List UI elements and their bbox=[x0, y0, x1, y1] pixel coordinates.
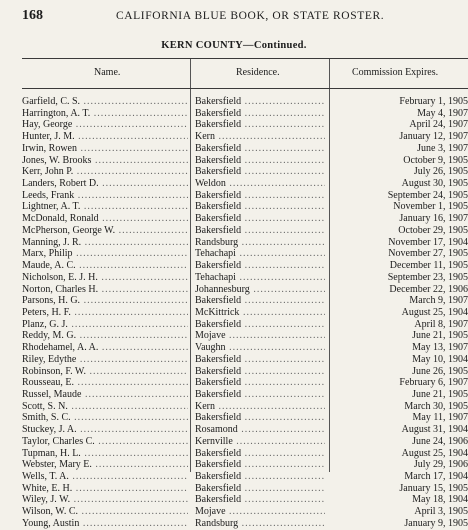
cell-name: Manning, J. R. ..... bbox=[22, 237, 188, 249]
cell-residence: Vaughn ..... bbox=[195, 342, 325, 354]
table-row bbox=[22, 96, 468, 108]
cell-residence: Bakersfield ..... bbox=[195, 190, 325, 202]
cell-commission-expires: July 29, 1906 bbox=[413, 459, 468, 471]
cell-name: Smith, S. C. ..... bbox=[22, 412, 188, 424]
table-row bbox=[22, 143, 468, 155]
cell-name: Nicholson, E. J. H. ..... bbox=[22, 272, 188, 284]
cell-residence: Bakersfield ..... bbox=[195, 201, 325, 213]
table-row bbox=[22, 448, 468, 460]
cell-name: Wilson, W. C. ..... bbox=[22, 506, 188, 518]
cell-name: Rousseau, E. ..... bbox=[22, 377, 188, 389]
table-row bbox=[22, 178, 468, 190]
cell-residence: Bakersfield ..... bbox=[195, 459, 325, 471]
cell-commission-expires: August 30, 1905 bbox=[401, 178, 468, 190]
cell-commission-expires: August 25, 1904 bbox=[401, 306, 468, 318]
cell-name: McPherson, George W. ..... bbox=[22, 225, 188, 237]
cell-commission-expires: May 11, 1907 bbox=[412, 412, 468, 424]
cell-name: Stuckey, J. A. ..... bbox=[22, 424, 188, 436]
cell-name: Russel, Maude ..... bbox=[22, 389, 188, 401]
cell-name: Norton, Charles H. ..... bbox=[22, 284, 188, 296]
cell-commission-expires: December 11, 1905 bbox=[389, 260, 468, 272]
table-row bbox=[22, 119, 468, 131]
cell-name: White, E. H. ..... bbox=[22, 483, 188, 495]
table-row bbox=[22, 284, 468, 296]
cell-name: Wiley, J. W. ..... bbox=[22, 494, 188, 506]
cell-name: Planz, G. J. ..... bbox=[22, 319, 188, 331]
table-row bbox=[22, 412, 468, 424]
cell-name: Harrington, A. T. ..... bbox=[22, 108, 188, 120]
cell-residence: Bakersfield ..... bbox=[195, 295, 325, 307]
cell-residence: Bakersfield ..... bbox=[195, 377, 325, 389]
cell-residence: Bakersfield ..... bbox=[195, 412, 325, 424]
table-row bbox=[22, 342, 468, 354]
cell-commission-expires: March 9, 1907 bbox=[409, 295, 468, 307]
cell-commission-expires: October 9, 1905 bbox=[403, 154, 468, 166]
cell-name: Peters, H. F. ..... bbox=[22, 307, 188, 319]
cell-residence: Bakersfield ..... bbox=[195, 448, 325, 460]
cell-residence: Bakersfield ..... bbox=[195, 119, 325, 131]
cell-commission-expires: January 9, 1905 bbox=[404, 517, 468, 529]
cell-residence: Bakersfield ..... bbox=[195, 225, 325, 237]
cell-residence: Bakersfield ..... bbox=[195, 166, 325, 178]
cell-commission-expires: November 27, 1905 bbox=[388, 248, 468, 260]
cell-commission-expires: June 24, 1906 bbox=[412, 435, 468, 447]
table-row bbox=[22, 506, 468, 518]
cell-residence: Tehachapi ..... bbox=[195, 272, 325, 284]
table-row bbox=[22, 319, 468, 331]
cell-residence: Bakersfield ..... bbox=[195, 213, 325, 225]
column-header-residence: Residence. bbox=[236, 67, 280, 78]
table-row bbox=[22, 436, 468, 448]
cell-name: Hunter, J. M. ..... bbox=[22, 131, 188, 143]
cell-name: Maude, A. C. ..... bbox=[22, 260, 188, 272]
section-title: KERN COUNTY—Continued. bbox=[161, 40, 307, 51]
cell-commission-expires: August 31, 1904 bbox=[401, 424, 468, 436]
cell-name: Rhodehamel, A. A. ..... bbox=[22, 342, 188, 354]
table-row bbox=[22, 354, 468, 366]
cell-name: Reddy, M. G. ..... bbox=[22, 330, 188, 342]
cell-commission-expires: July 26, 1905 bbox=[413, 166, 468, 178]
cell-commission-expires: March 17, 1904 bbox=[404, 471, 468, 482]
cell-name: Robinson, F. W. ..... bbox=[22, 366, 188, 378]
cell-commission-expires: June 21, 1905 bbox=[412, 388, 468, 400]
cell-commission-expires: November 17, 1904 bbox=[388, 236, 468, 248]
cell-commission-expires: September 23, 1905 bbox=[387, 271, 468, 283]
table-row bbox=[22, 401, 468, 413]
cell-residence: Kern ..... bbox=[195, 401, 325, 413]
table-row bbox=[22, 166, 468, 178]
cell-commission-expires: May 10, 1904 bbox=[412, 353, 468, 365]
cell-commission-expires: March 30, 1905 bbox=[404, 400, 468, 412]
cell-residence: Kern ..... bbox=[195, 131, 325, 143]
cell-commission-expires: June 3, 1907 bbox=[417, 142, 468, 154]
cell-name: Taylor, Charles C. ..... bbox=[22, 436, 188, 448]
cell-name: Webster, Mary E. ..... bbox=[22, 459, 188, 471]
cell-commission-expires: January 12, 1907 bbox=[399, 131, 468, 143]
cell-name: Marx, Philip ..... bbox=[22, 248, 188, 260]
cell-residence: Mojave ..... bbox=[195, 506, 325, 518]
cell-residence: Bakersfield ..... bbox=[195, 389, 325, 401]
table-row bbox=[22, 330, 468, 342]
page-header bbox=[22, 8, 462, 26]
table-row bbox=[22, 248, 468, 260]
table-row bbox=[22, 108, 468, 120]
table-row bbox=[22, 155, 468, 167]
table-row bbox=[22, 518, 468, 530]
table-row bbox=[22, 377, 468, 389]
table-row bbox=[22, 131, 468, 143]
cell-residence: Bakersfield ..... bbox=[195, 483, 325, 495]
cell-name: Wells, T. A. ..... bbox=[22, 471, 188, 483]
table-row bbox=[22, 272, 468, 284]
cell-residence: Bakersfield ..... bbox=[195, 155, 325, 167]
cell-residence: Mojave ..... bbox=[195, 330, 325, 342]
table-row bbox=[22, 295, 468, 307]
table-row bbox=[22, 225, 468, 237]
cell-residence: Bakersfield ..... bbox=[195, 96, 325, 108]
cell-name: Leeds, Frank ..... bbox=[22, 190, 188, 202]
cell-name: Young, Austin ..... bbox=[22, 518, 188, 530]
cell-commission-expires: May 4, 1907 bbox=[417, 107, 468, 119]
cell-commission-expires: April 8, 1907 bbox=[414, 318, 468, 330]
cell-commission-expires: June 21, 1905 bbox=[412, 330, 468, 342]
cell-commission-expires: April 3, 1905 bbox=[414, 506, 468, 518]
cell-name: Jones, W. Brooks ..... bbox=[22, 155, 188, 167]
column-header-name: Name. bbox=[94, 67, 121, 78]
cell-commission-expires: April 24, 1907 bbox=[409, 119, 468, 131]
table-body bbox=[22, 96, 468, 530]
cell-commission-expires: October 29, 1905 bbox=[398, 224, 468, 236]
cell-name: Lightner, A. T. ..... bbox=[22, 201, 188, 213]
table-row bbox=[22, 459, 468, 471]
cell-residence: Bakersfield ..... bbox=[195, 260, 325, 272]
table-row bbox=[22, 260, 468, 272]
cell-commission-expires: December 22, 1906 bbox=[389, 283, 468, 295]
cell-residence: Bakersfield ..... bbox=[195, 494, 325, 506]
cell-residence: Tehachapi ..... bbox=[195, 248, 325, 260]
table-row bbox=[22, 424, 468, 436]
cell-residence: Kernville ..... bbox=[195, 436, 325, 448]
cell-residence: Bakersfield ..... bbox=[195, 319, 325, 331]
cell-commission-expires: June 26, 1905 bbox=[412, 365, 468, 377]
table-row bbox=[22, 190, 468, 202]
cell-residence: Bakersfield ..... bbox=[195, 143, 325, 155]
cell-name: Garfield, C. S. ..... bbox=[22, 96, 188, 108]
cell-residence: Randsburg ..... bbox=[195, 518, 325, 530]
roster-table bbox=[22, 58, 468, 530]
column-header-commission-expires: Commission Expires. bbox=[352, 67, 439, 78]
cell-commission-expires: September 24, 1905 bbox=[387, 189, 468, 201]
cell-name: Hay, George ..... bbox=[22, 119, 188, 131]
table-row bbox=[22, 389, 468, 401]
cell-commission-expires: May 18, 1904 bbox=[412, 494, 468, 506]
cell-commission-expires: January 15, 1905 bbox=[399, 482, 468, 494]
cell-residence: McKittrick ..... bbox=[195, 307, 325, 319]
table-row bbox=[22, 471, 468, 483]
cell-commission-expires: February 1, 1905 bbox=[399, 96, 468, 107]
page-number: 168 bbox=[22, 8, 43, 23]
cell-commission-expires: February 6, 1907 bbox=[399, 377, 468, 389]
cell-residence: Rosamond ..... bbox=[195, 424, 325, 436]
cell-residence: Bakersfield ..... bbox=[195, 354, 325, 366]
cell-name: Kerr, John P. ..... bbox=[22, 166, 188, 178]
cell-commission-expires: August 25, 1904 bbox=[401, 447, 468, 459]
cell-commission-expires: May 13, 1907 bbox=[412, 342, 468, 354]
cell-commission-expires: November 1, 1905 bbox=[393, 201, 468, 213]
table-row bbox=[22, 237, 468, 249]
table-row bbox=[22, 201, 468, 213]
table-row bbox=[22, 494, 468, 506]
cell-residence: Johannesburg ..... bbox=[195, 284, 325, 296]
table-row bbox=[22, 366, 468, 378]
cell-residence: Randsburg ..... bbox=[195, 237, 325, 249]
cell-name: Irwin, Rowen ..... bbox=[22, 143, 188, 155]
table-row bbox=[22, 213, 468, 225]
cell-name: Landers, Robert D. ..... bbox=[22, 178, 188, 190]
table-row bbox=[22, 483, 468, 495]
cell-residence: Bakersfield ..... bbox=[195, 471, 325, 483]
table-row bbox=[22, 307, 468, 319]
table-header bbox=[22, 58, 468, 89]
running-title: CALIFORNIA BLUE BOOK, OR STATE ROSTER. bbox=[116, 10, 385, 22]
cell-residence: Bakersfield ..... bbox=[195, 366, 325, 378]
cell-name: Parsons, H. G. ..... bbox=[22, 295, 188, 307]
cell-name: Riley, Edythe ..... bbox=[22, 354, 188, 366]
cell-residence: Bakersfield ..... bbox=[195, 108, 325, 120]
cell-residence: Weldon ..... bbox=[195, 178, 325, 190]
cell-commission-expires: January 16, 1907 bbox=[399, 213, 468, 225]
cell-name: McDonald, Ronald ..... bbox=[22, 213, 188, 225]
cell-name: Scott, S. N. ..... bbox=[22, 401, 188, 413]
cell-name: Tupman, H. L. ..... bbox=[22, 448, 188, 460]
